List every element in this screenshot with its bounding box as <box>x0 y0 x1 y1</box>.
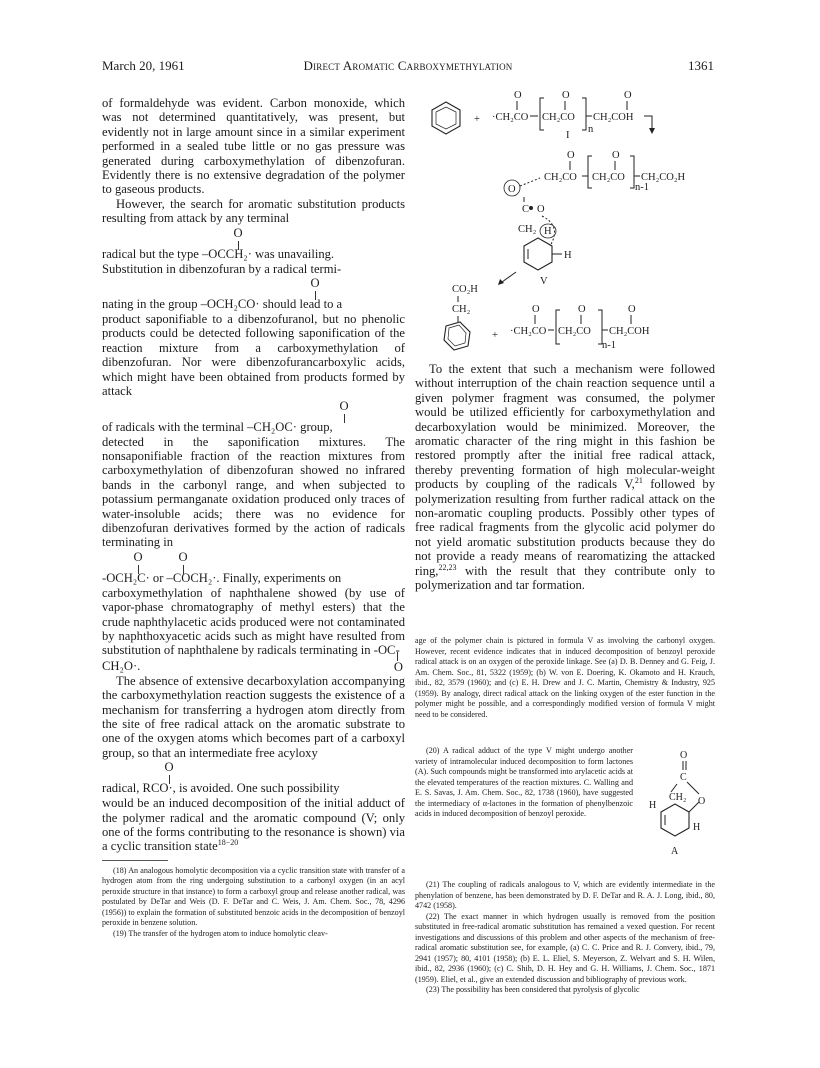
inline-formula <box>102 399 405 435</box>
body-paragraph: of formaldehyde was evident. Carbon monoxide, which was not determined quantitatively, was present, but evidently not in large amount since in a similar experiment performed in a sealed tube little or no gas pressure was generated during carboxymethylation of dibenzofuran. Evidently there is no extensive degradation of the polymer to gaseous products. <box>102 96 405 197</box>
footnote-21: (21) The coupling of radicals analogous to V, which are evidently intermediate in the phenylation of benzene, has been demonstrated by D. F. DeTar and R. A. J. Long, ibid., 80, 4742 (1958). <box>415 880 715 910</box>
footnote-23: (23) The possibility has been considered that pyrolysis of glycolic <box>426 985 640 994</box>
inline-formula <box>102 658 405 674</box>
body-paragraph: carboxymethylation of naphthalene showed (by use of vapor-phase chromatography of methyl esters) that the crude naphthylacetic acids produced were not contaminated by naphthoxyacetic acids such as might have resulted from substitution of naphthalene by radicals terminating in -OC- <box>102 585 405 658</box>
footnotes <box>102 866 405 940</box>
polymer-unit: CH₂CO <box>542 112 575 123</box>
carbonyl-oxygen: O <box>164 760 174 775</box>
polymer-unit: CH₂CO <box>558 326 591 337</box>
compound-label: I <box>566 130 570 141</box>
inline-formula <box>102 226 405 262</box>
lactone-structure-a <box>635 736 717 886</box>
carbonyl-oxygen: O <box>567 150 575 161</box>
carbonyl-oxygen: O <box>233 225 243 240</box>
polymer-unit: CH₂COH <box>593 112 634 123</box>
formula-line: CH₂O·. <box>102 658 141 673</box>
running-header <box>102 58 714 78</box>
inline-formula <box>102 760 405 796</box>
carboxyl-group: CO₂H <box>452 284 478 295</box>
formula-line: of radicals with the terminal –CH₂OC· group, <box>102 419 333 434</box>
inline-formula <box>102 276 405 312</box>
plus-sign: + <box>474 114 480 125</box>
polymer-unit: ·CH₂CO <box>492 112 529 123</box>
bond <box>520 178 540 186</box>
bond <box>689 802 699 812</box>
left-column <box>102 96 405 939</box>
polymer-unit: ·CH₂CO <box>510 326 547 337</box>
footnote-20-text-block <box>415 746 633 820</box>
bracket <box>582 98 586 130</box>
cyclohexadienyl-ring <box>524 238 552 270</box>
repeat-count: n-1 <box>602 340 616 351</box>
compound-label: A <box>671 846 679 857</box>
bracket <box>598 310 602 344</box>
formula-line: radical but the type –OCCH₂· was unavailing. <box>102 246 335 261</box>
carbonyl-oxygen: O <box>578 304 586 315</box>
carbonyl-oxygen: O <box>628 304 636 315</box>
carbonyl-oxygen: O <box>532 304 540 315</box>
right-column <box>415 362 715 593</box>
footnote-text: age of the polymer chain is pictured in formula V as involving the carbonyl oxygen. However, recent evidence indicates that in induced decomposition of benzoyl peroxide radical attack is on an oxygen of the peroxide linkage. See (a) D. B. Denney and G. Feig, J. Am. Chem. Soc., 81, 5322 (1959); (b) W. von E. Doering, K. Okamoto and H. Krauch, ibid., 82, 3579 (1960); and (c) E. H. Drew and J. C. Martin, Chemistry & Industry, 925 (1959). By analogy, direct radical attack on the linking oxygen of the ester function in the polymer might be possible, and a correspondingly modified version of formula V might need to be considered. <box>415 636 715 719</box>
polymer-unit: CH₂CO <box>544 172 577 183</box>
inline-formula <box>102 550 405 586</box>
ring-oxygen: O <box>698 796 706 807</box>
body-paragraph: detected in the saponification mixtures. The nonsaponifiable fraction of the reaction mixtures from carboxymethylation of dibenzofuran showed no infrared bands in the carbonyl range, and when subjected to potassium permanganate oxidation produced only traces of water-insoluble acids; there was no evidence for dibenzofuran derivatives formed by the action of radicals terminating in <box>102 434 405 550</box>
footnote-20 <box>415 746 715 857</box>
carbonyl-oxygen: O <box>514 90 522 101</box>
arrow-head <box>498 279 504 285</box>
cyclohexadiene-ring <box>661 804 689 836</box>
reaction-scheme <box>412 86 722 358</box>
carbonyl-oxygen: O <box>393 659 403 674</box>
carbonyl-oxygen: O <box>624 90 632 101</box>
repeat-count: n <box>588 124 594 135</box>
carbonyl-oxygen: O <box>680 750 688 761</box>
footnote-text: (20) A radical adduct of the type V might undergo another variety of intramolecular induced decomposition to form lactones (A). Such compounds might be transformed into arylacetic acids at the elevated temperatures of the reaction mixtures. C. Walling and E. S. Savas, J. Am. Chem. Soc., 82, 1738 (1960), have suggested the intermediacy of α-lactones in the formation of phenylbenzoic acids in induced decomposition of benzoyl peroxide. <box>415 746 633 818</box>
repeat-count: n-1 <box>635 182 649 193</box>
formula-line: nating in the group –OCH₂CO· should lead to a <box>102 297 343 312</box>
bond <box>671 784 677 792</box>
benzene-ring <box>432 102 460 134</box>
body-paragraph: The absence of extensive decarboxylation accompanying the carboxymethylation reaction suggests the existence of a mechanism for transferring a hydrogen atom directly from the site of free radical attack on the aromatic substrate to one of the oxygen atoms which becomes part of a carboxyl group, so that an intermediate free acyloxy <box>102 673 405 760</box>
carbonyl-oxygen: O <box>178 549 188 564</box>
body-paragraph <box>415 362 715 593</box>
citation: 18−20 <box>217 838 239 848</box>
hydrogen: H <box>693 822 701 833</box>
polymer-unit: CH₂COH <box>609 326 650 337</box>
body-paragraph: Substitution in dibenzofuran by a radical termi- <box>102 261 342 276</box>
bond <box>687 782 699 794</box>
footnote-rule <box>102 860 168 861</box>
body-text: followed by polymerization resulting from further radical attack on the non-aromatic coupling products. Possibly other types of free radical fragments from the glycolic acid polymer do not yield aromatic substitution products because they do not provide a ready means of rearomatizing the attacked ring, <box>415 477 715 578</box>
carbonyl-oxygen: O <box>612 150 620 161</box>
arrow-head <box>649 128 655 134</box>
header-title: Direct Aromatic Carboxymethylation <box>303 58 513 73</box>
carbonyl-oxygen: O <box>310 276 320 291</box>
carbon-atom: C <box>522 204 530 215</box>
carbonyl-oxygen: O <box>133 549 143 564</box>
page-number: 1361 <box>688 58 714 73</box>
carbonyl-oxygen: O <box>339 398 349 413</box>
carbonyl-carbon: C <box>680 772 687 783</box>
carbonyl-oxygen: O <box>537 204 545 215</box>
reaction-arrow <box>644 116 652 130</box>
methylene: CH₂ <box>669 792 687 803</box>
polymer-unit: CH₂CO <box>592 172 625 183</box>
radical-dot <box>529 206 533 210</box>
body-paragraph: However, the search for aromatic substitution products resulting from attack by any terminal <box>102 196 405 226</box>
body-text: with the result that they contribute only to polymerization and tar formation. <box>415 563 715 593</box>
footnote-19: (19) The transfer of the hydrogen atom to induce homolytic cleav- <box>113 928 328 938</box>
plus-sign: + <box>492 330 498 341</box>
transferred-hydrogen: H <box>544 226 552 237</box>
formula-line: radical, RCO·, is avoided. One such possibility <box>102 781 340 796</box>
body-text: To the extent that such a mechanism were followed without interruption of the chain reaction sequence until a given polymer fragment was consumed, the polymer would be utilized efficiently for carboxymethylation and decarboxylation would be minimized. Moreover, the aromatic character of the ring might in this fashion be restored promptly after the initial free radical attack, thereby preventing formation of high molecular-weight products by coupling of the radicals V, <box>415 362 715 492</box>
bracket <box>630 156 634 188</box>
methylene: CH₂ <box>518 224 537 235</box>
body-paragraph: product saponifiable to a dibenzofuranol, but no phenolic products could be detected following saponification of the reaction mixture from a carboxymethylation of dibenzofuran. Nor were dibenzofurancarboxylic acids, which might have been obtained from products formed by attack <box>102 312 405 399</box>
header-date: March 20, 1961 <box>102 58 185 73</box>
carbonyl-oxygen: O <box>562 90 570 101</box>
footnote-19-continued <box>415 636 715 720</box>
phenylacetic-acid-ring <box>444 322 470 350</box>
ring-oxygen: O <box>508 184 516 195</box>
formula-line: -OCH₂C· or –COCH₂·. Finally, experiments on <box>102 570 342 585</box>
body-text: would be an induced decomposition of the initial adduct of the polymer radical and the aromatic compound (V; only one of the forms contributing to the resonance is shown) via a cyclic transition state <box>102 796 405 854</box>
reaction-arrow <box>502 272 516 282</box>
citation: 22,23 <box>438 562 457 572</box>
footnote-22: (22) The exact manner in which hydrogen usually is removed from the position substituted in free-radical aromatic substitution has remained a vexed question. For recent investigations and discussions of this problem and other aspects of the mechanism of free-radical aromatic substitution see, for example, (a) C. C. Price and R. J. Convery, ibid., 79, 2941 (1957); 80, 4101 (1958); (b) E. L. Eliel, S. Meyerson, Z. Welvart and S. H. Wilen, ibid., 82, 2936 (1960); (c) C. Shih, D. H. Hey and G. H. Williams, J. Chem. Soc., 1871 (1959). Eliel, et al., give an extended discussion and bibliography of previous work. <box>415 911 715 984</box>
methylene: CH₂ <box>452 304 471 315</box>
footnotes-21-23 <box>415 880 715 996</box>
hydrogen: H <box>649 800 657 811</box>
body-paragraph <box>102 796 405 854</box>
footnote-18: (18) An analogous homolytic decomposition via a cyclic transition state with transfer of a hydrogen atom from the ring undergoing substitution to a carbonyl oxygen (in an acyl peroxide structure in that instance) to form a carboxyl group and release another radical, was postulated by DeTar and Weis (D. F. DeTar and C. Weis, J. Am. Chem. Soc., 78, 4296 (1956)) to explain the formation of substituted benzoic acids in the decomposition of benzoyl peroxide in benzene solution. <box>102 865 405 928</box>
compound-label: V <box>540 276 548 287</box>
polymer-unit: CH₂CO₂H <box>641 172 686 183</box>
citation: 21 <box>634 476 643 486</box>
ring-hydrogen: H <box>564 250 572 261</box>
